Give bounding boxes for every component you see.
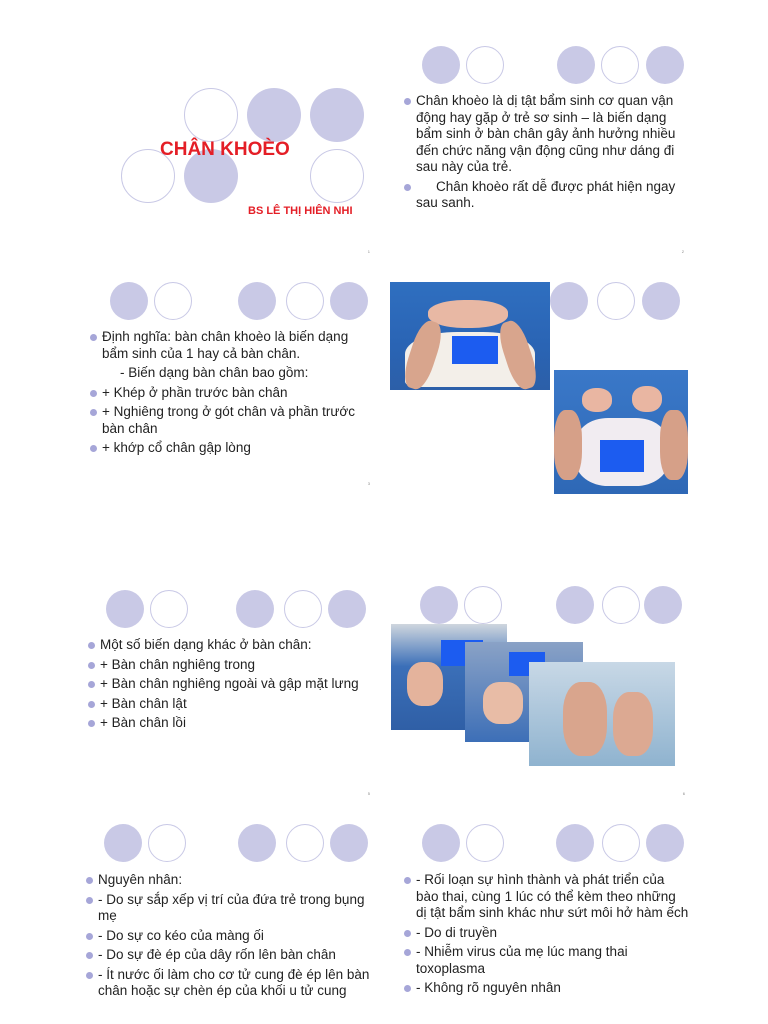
list-item: - Không rõ nguyên nhân [404,980,689,997]
list-item: - Do di truyền [404,925,689,942]
decor-circle [238,824,276,862]
decor-circle [422,46,460,84]
decor-circle [420,586,458,624]
foot-shape [407,662,443,706]
decor-circle [184,88,238,142]
decor-circle [466,824,504,862]
list-item: + Nghiêng trong ở gót chân và phần trước bàn chân [90,404,375,437]
list-item: + Khép ở phần trước bàn chân [90,385,375,402]
list-item: + Bàn chân nghiêng trong [88,657,373,674]
slide-other-deformities [78,580,378,802]
list-item: Một số biến dạng khác ở bàn chân: [88,637,373,654]
decor-circle [330,282,368,320]
decor-circle [597,282,635,320]
definition-bullet-list [90,329,375,460]
baby-feet-photo [390,282,550,390]
feet-shape [428,300,508,328]
decor-circle [154,282,192,320]
leg-shape [613,692,653,756]
hand-shape [660,410,688,480]
page-number: 6 [682,791,685,796]
decor-circle [556,824,594,862]
list-item: Định nghĩa: bàn chân khoèo là biến dạng bẩm sinh của 1 hay cả bàn chân. [90,329,375,362]
list-item: + Bàn chân lồi [88,715,373,732]
list-item: - Do sự sắp xếp vị trí của đứa trẻ trong bụng mẹ [86,892,371,925]
decor-circle [330,824,368,862]
face-censor-block [452,336,498,364]
decor-circle [602,586,640,624]
list-item: Chân khoèo là dị tật bẩm sinh cơ quan vận động hay gặp ở trẻ sơ sinh – là biến dạng bẩm sinh ở bàn chân gây ảnh hưởng nhiều đến chức năng vận động cũng như dáng đi sau này của trẻ. [404,93,689,176]
decor-circle [464,586,502,624]
foot-shape [582,388,612,412]
face-censor-block [600,440,644,472]
decor-circle [328,590,366,628]
slide-definition [78,270,378,492]
decor-circle [646,824,684,862]
list-item: - Do sự co kéo của màng ối [86,928,371,945]
decor-circle [150,590,188,628]
page-number: 3 [367,481,370,486]
decor-circle [110,282,148,320]
decor-circle [310,149,364,203]
leg-shape [563,682,607,756]
decor-circle [236,590,274,628]
decor-circle [247,88,301,142]
foot-shape [483,682,523,724]
slide-photos-deformities [388,580,693,802]
decor-circle [422,824,460,862]
slide-causes-2 [392,816,692,1024]
decor-circle [557,46,595,84]
author-name: BS LÊ THỊ HIÊN NHI [248,205,353,217]
decor-circle [310,88,364,142]
list-item: - Do sự đè ép của dây rốn lên bàn chân [86,947,371,964]
decor-circle [238,282,276,320]
deformity-photo-3 [529,662,675,766]
slide-title [78,38,378,260]
list-item: + Bàn chân lật [88,696,373,713]
decor-circle [104,824,142,862]
list-item: Chân khoèo rất dễ được phát hiện ngay sau sanh. [404,179,689,212]
causes-bullet-list-1 [86,872,371,1003]
list-item: Nguyên nhân: [86,872,371,889]
slide-causes-1 [78,816,378,1024]
decor-circle [646,46,684,84]
decor-circle [148,824,186,862]
deformities-bullet-list [88,637,373,735]
slide-photos-clubfoot [388,270,693,502]
list-item: + khớp cổ chân gập lòng [90,440,375,457]
list-item: - Biến dạng bàn chân bao gồm: [120,365,309,380]
decor-circle [601,46,639,84]
decor-circle [106,590,144,628]
decor-circle [644,586,682,624]
hand-shape [554,410,582,480]
decor-circle [602,824,640,862]
baby-feet-photo-2 [554,370,688,494]
page-number: 1 [367,249,370,254]
list-item: - Rối loạn sự hình thành và phát triển của bào thai, cùng 1 lúc có thể kèm theo những dị tật bẩm sinh khác như sứt môi hở hàm ếch [404,872,689,922]
causes-bullet-list-2 [404,872,689,1000]
decor-circle [556,586,594,624]
page-number: 2 [681,249,684,254]
list-item: - Ít nước ối làm cho cơ tử cung đè ép lên bàn chân hoặc sự chèn ép của khối u tử cung [86,967,371,1000]
list-item: - Nhiễm virus của mẹ lúc mang thai toxoplasma [404,944,689,977]
decor-circle [286,824,324,862]
decor-circle [550,282,588,320]
decor-circle [286,282,324,320]
decor-circle [642,282,680,320]
decor-circle [284,590,322,628]
page-number: 5 [367,791,370,796]
slide-title-text: CHÂN KHOÈO [160,139,290,160]
slide-intro [392,38,692,260]
foot-shape [632,386,662,412]
intro-bullet-list [404,93,689,215]
list-item: + Bàn chân nghiêng ngoài và gập mặt lưng [88,676,373,693]
decor-circle [466,46,504,84]
